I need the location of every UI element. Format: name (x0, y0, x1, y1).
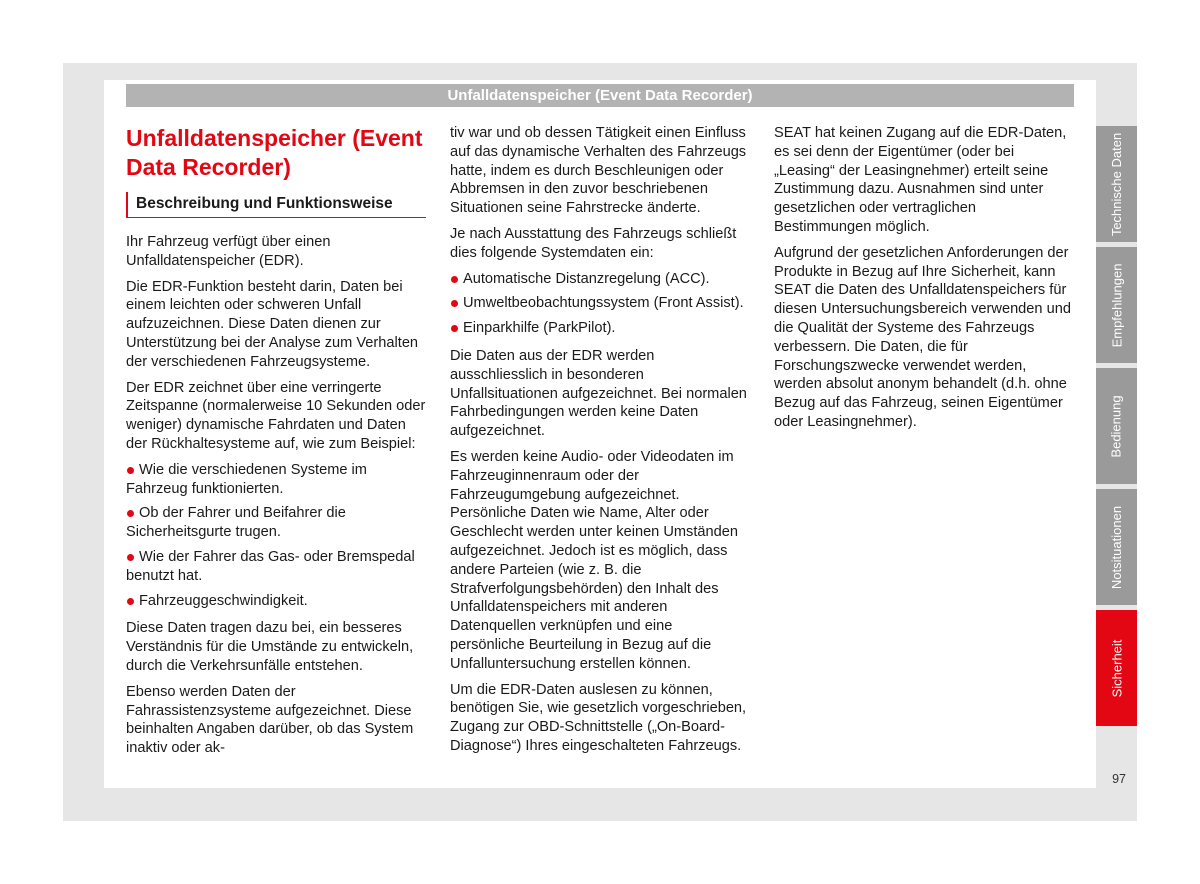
column-2 (450, 124, 750, 763)
bullet-list (450, 270, 750, 338)
column-3 (774, 124, 1074, 439)
bullet-icon (127, 598, 134, 605)
paragraph: Ebenso werden Daten der Fahrassistenzsysteme aufgezeichnet. Diese beinhalten Angaben darüber, ob das System inaktiv oder ak- (126, 683, 414, 757)
bullet-icon (127, 554, 134, 561)
page-number: 97 (1112, 772, 1126, 786)
paragraph: Die Daten aus der EDR werden ausschliesslich in besonderen Unfallsituationen aufgezeichnet. Bei normalen Fahrbedingungen werden keine Daten aufgezeichnet. (450, 347, 747, 440)
list-item: Einparkhilfe (ParkPilot). (450, 319, 750, 338)
bullet-icon (451, 325, 458, 332)
bullet-icon (451, 300, 458, 307)
list-item: Umweltbeobachtungssystem (Front Assist). (450, 294, 750, 313)
paragraph: Es werden keine Audio- oder Videodaten im Fahrzeuginnenraum oder der Fahrzeugumgebung aufgezeichnet. Persönliche Daten wie Name, Alter oder Geschlecht werden unter keinen Umständen aufgezeichnet. Jedoch ist es möglich, dass andere Parteien (wie z. B. die Strafverfolgungsbehörden) den Inhalt des Unfalldatenspeichers mit anderen Datenquellen verknüpfen und eine persönliche Beurteilung in Bezug auf die Unfalluntersuchung erstellen können. (450, 448, 738, 672)
tab-technische-daten[interactable]: Technische Daten (1096, 126, 1137, 242)
list-item: Wie der Fahrer das Gas- oder Bremspedal benutzt hat. (126, 548, 415, 584)
bullet-list (126, 461, 426, 611)
paragraph: Der EDR zeichnet über eine verringerte Zeitspanne (normalerweise 10 Sekunden oder weniger) dynamische Fahrdaten und Daten der Rückhaltesysteme auf, wie zum Beispiel: (126, 379, 426, 452)
tab-sicherheit[interactable]: Sicherheit (1096, 610, 1137, 726)
list-item: Wie die verschiedenen Systeme im Fahrzeug funktionierten. (126, 461, 367, 497)
paragraph: Aufgrund der gesetzlichen Anforderungen der Produkte in Bezug auf Ihre Sicherheit, kann SEAT die Daten des Unfalldatenspeichers für diesen Untersuchungsbereich verwenden und die Qualität der Systeme des Fahrzeugs verbessern. Die Daten, die für Forschungszwecke verwendet werden, werden absolut anonym behandelt (d.h. ohne Bezug auf das Fahrzeug, seinen Eigentümer oder Leasingnehmer). (774, 244, 1071, 430)
tab-empfehlungen[interactable]: Empfehlungen (1096, 247, 1137, 363)
paragraph: Diese Daten tragen dazu bei, ein besseres Verständnis für die Umstände zu entwickeln, durch die Verkehrsunfälle entstehen. (126, 620, 414, 674)
tab-notsituationen[interactable]: Notsituationen (1096, 489, 1137, 605)
list-item: Automatische Distanzregelung (ACC). (450, 270, 750, 289)
paragraph: Die EDR-Funktion besteht darin, Daten bei einem leichten oder schweren Unfall aufzuzeichnen. Diese Daten dienen zur Unterstützung bei der Analyse zum Verhalten der verschiedenen Fahrzeugsysteme. (126, 278, 419, 370)
section-header-bar: Unfalldatenspeicher (Event Data Recorder) (126, 84, 1074, 107)
bullet-icon (451, 276, 458, 283)
sub-heading: Beschreibung und Funktionsweise (126, 192, 426, 218)
paragraph: Ihr Fahrzeug verfügt über einen Unfalldatenspeicher (EDR). (126, 234, 331, 269)
list-item: Ob der Fahrer und Beifahrer die Sicherheitsgurte trugen. (126, 505, 346, 541)
bullet-icon (127, 510, 134, 517)
list-item: Fahrzeuggeschwindigkeit. (126, 592, 426, 611)
paragraph: tiv war und ob dessen Tätigkeit einen Einfluss auf das dynamische Verhalten des Fahrzeugs hatte, indem es durch Beschleunigen oder Abbremsen in den zuvor beschriebenen Situationen seine Fahrstrecke änderte. (450, 125, 747, 217)
column-1 (126, 124, 426, 765)
tab-bedienung[interactable]: Bedienung (1096, 368, 1137, 484)
paragraph: SEAT hat keinen Zugang auf die EDR-Daten, es sei denn der Eigentümer (oder bei „Leasing“ der Leasingnehmer) erteilt seine Zustimmung dazu. Ausnahmen sind unter gesetzlichen oder vertraglichen Bestimmungen möglich. (774, 125, 1067, 235)
paragraph: Je nach Ausstattung des Fahrzeugs schließt dies folgende Systemdaten ein: (450, 225, 737, 261)
page-title: Unfalldatenspeicher (Event Data Recorder) (126, 125, 423, 180)
bullet-icon (127, 467, 134, 474)
paragraph: Um die EDR-Daten auslesen zu können, benötigen Sie, wie gesetzlich vorgeschrieben, Zugang zur OBD-Schnittstelle („On-Board-Diagnose“) Ihres eingeschalteten Fahrzeugs. (450, 681, 747, 754)
